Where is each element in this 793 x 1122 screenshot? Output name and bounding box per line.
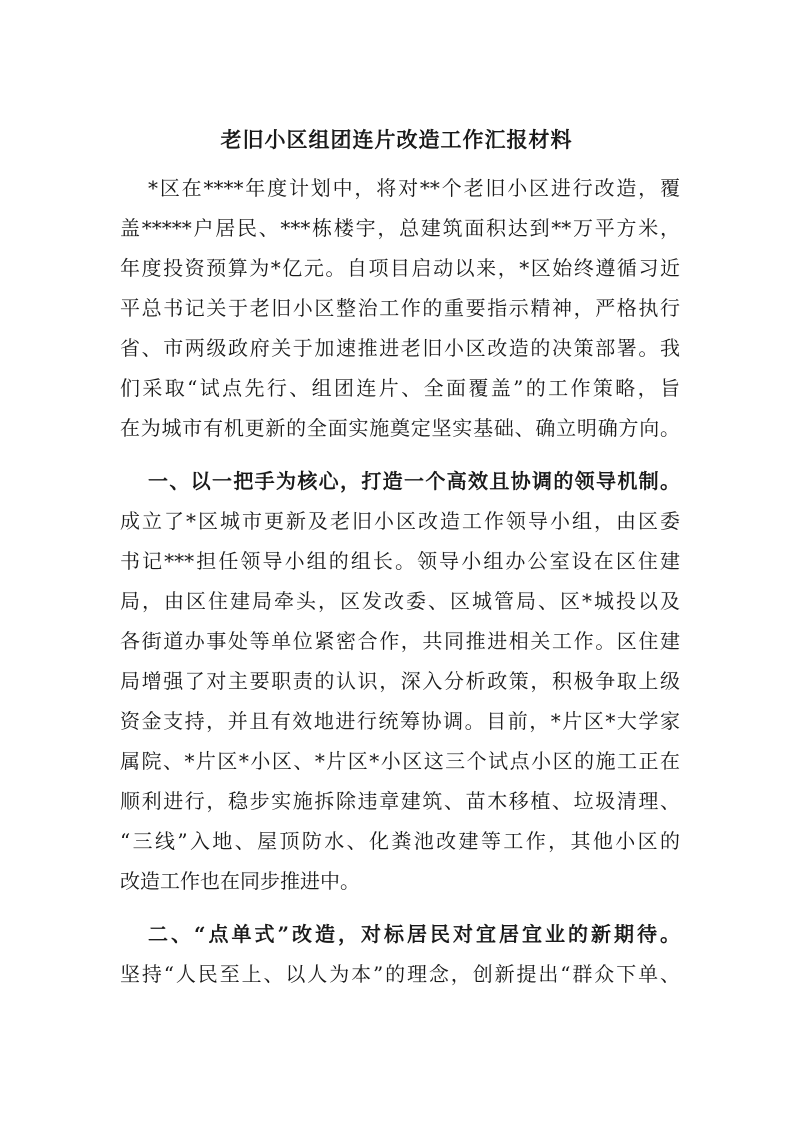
- body-line: 在为城市有机更新的全面实施奠定坚实基础、确立明确方向。: [120, 416, 680, 440]
- body-line: 书记***担任领导小组的组长。领导小组办公室设在区住建: [120, 549, 680, 573]
- body-line: 局增强了对主要职责的认识，深入分析政策，积极争取上级: [120, 669, 680, 693]
- body-line: 属院、*片区*小区、*片区*小区这三个试点小区的施工正在: [120, 749, 680, 773]
- body-line: 成立了*区城市更新及老旧小区改造工作领导小组，由区委: [120, 509, 680, 533]
- body-line: 坚持“人民至上、以人为本”的理念，创新提出“群众下单、: [120, 962, 680, 986]
- body-line: 省、市两级政府关于加速推进老旧小区改造的决策部署。我: [120, 336, 680, 360]
- body-line: 顺利进行，稳步实施拆除违章建筑、苗木移植、垃圾清理、: [120, 789, 680, 813]
- body-line: 盖*****户居民、***栋楼宇，总建筑面积达到**万平方米，: [120, 216, 680, 240]
- document-title: 老旧小区组团连片改造工作汇报材料: [220, 127, 573, 152]
- section-heading-2: 二、“点单式”改造，对标居民对宜居宜业的新期待。: [148, 922, 680, 946]
- body-line: 平总书记关于老旧小区整治工作的重要指示精神，严格执行: [120, 296, 680, 320]
- body-line: *区在****年度计划中，将对**个老旧小区进行改造，覆: [148, 176, 680, 200]
- body-line: 们采取“试点先行、组团连片、全面覆盖”的工作策略，旨: [120, 376, 680, 400]
- body-line: 各街道办事处等单位紧密合作，共同推进相关工作。区住建: [120, 629, 680, 653]
- section-heading-1: 一、以一把手为核心，打造一个高效且协调的领导机制。: [148, 469, 680, 493]
- body-line: “三线”入地、屋顶防水、化粪池改建等工作，其他小区的: [120, 829, 680, 853]
- body-line: 年度投资预算为*亿元。自项目启动以来，*区始终遵循习近: [120, 256, 680, 280]
- body-line: 资金支持，并且有效地进行统筹协调。目前，*片区*大学家: [120, 709, 680, 733]
- body-line: 改造工作也在同步推进中。: [120, 869, 360, 893]
- body-line: 局，由区住建局牵头，区发改委、区城管局、区*城投以及: [120, 589, 680, 613]
